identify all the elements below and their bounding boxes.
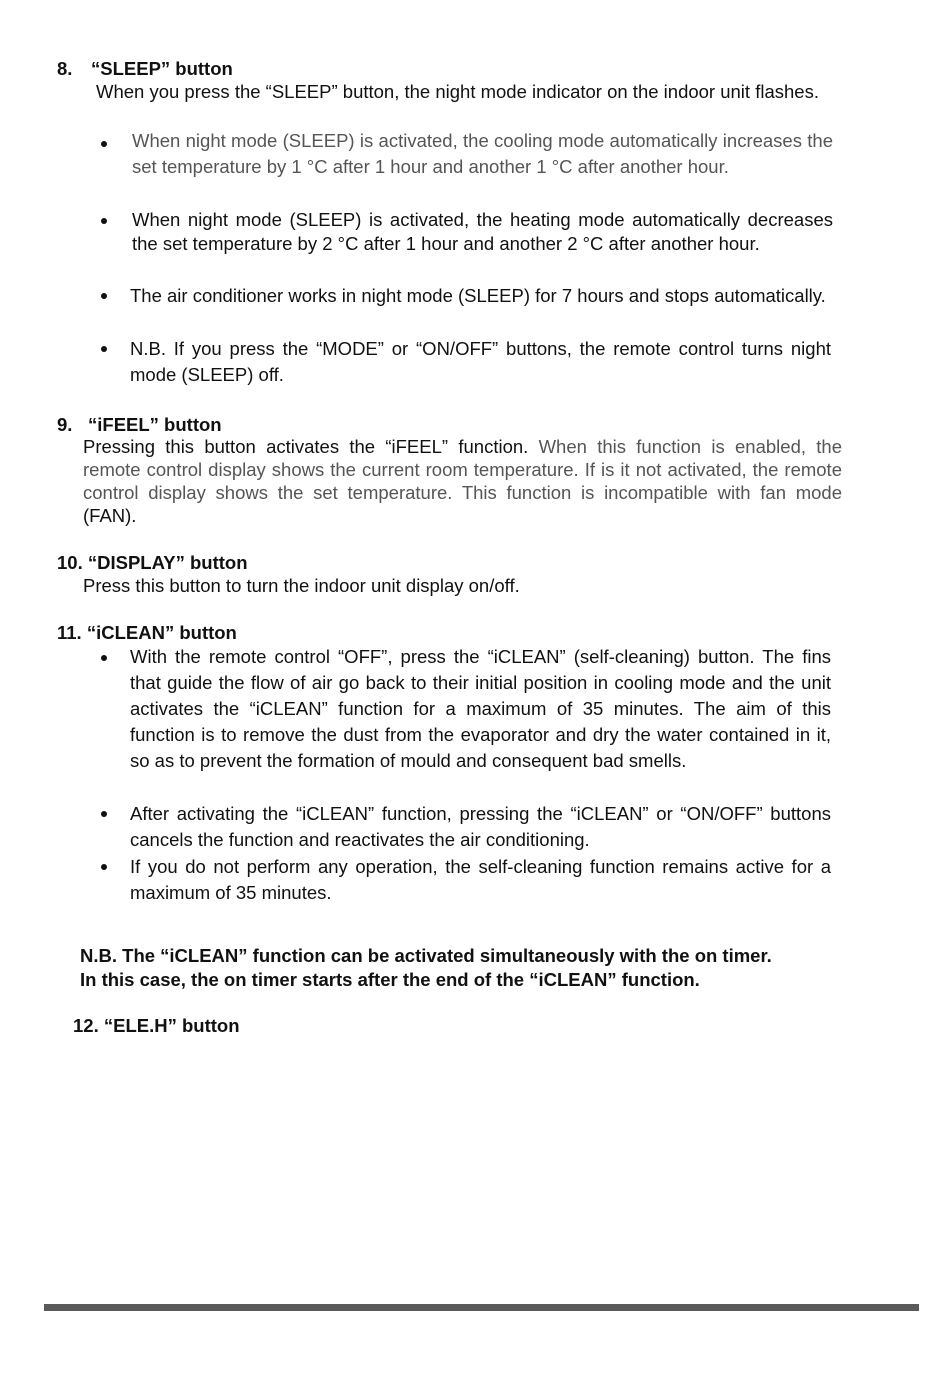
- section-9-text-b: When this function is enabled, the remote control display shows the current room temperature. If is it not activated, the remote control display shows the set temperature. This function is incompatible with fan mode: [83, 436, 842, 503]
- section-8-bullet-3: The air conditioner works in night mode (SLEEP) for 7 hours and stops automatically.: [130, 285, 826, 306]
- bullet-marker: [101, 864, 107, 870]
- section-11-bullet-3: If you do not perform any operation, the self-cleaning function remains active for a maximum of 35 minutes.: [130, 856, 831, 903]
- note-line-1: N.B. The “iCLEAN” function can be activated simultaneously with the on timer.: [80, 945, 772, 966]
- section-9-text: [83, 435, 842, 527]
- section-8-number: 8.: [57, 58, 73, 79]
- section-9-text-a: Pressing this button activates the “iFEEL” function.: [83, 436, 529, 457]
- bullet-marker: [101, 218, 107, 224]
- section-12-heading: 12. “ELE.H” button: [73, 1015, 240, 1036]
- bullet-marker: [101, 293, 107, 299]
- footer-divider: [44, 1304, 919, 1311]
- bullet-marker: [101, 811, 107, 817]
- section-11-bullet-1: With the remote control “OFF”, press the “iCLEAN” (self-cleaning) button. The fins that guide the flow of air go back to their initial position in cooling mode and the unit activates the “iCLEAN” function for a maximum of 35 minutes. The aim of this function is to remove the dust from the evaporator and dry the water contained in it, so as to prevent the formation of mould and consequent bad smells.: [130, 646, 831, 771]
- section-8-title: “SLEEP” button: [91, 58, 233, 79]
- section-9-text-c: (FAN).: [83, 505, 137, 526]
- section-9-number: 9.: [57, 414, 73, 435]
- section-8-bullet-4: N.B. If you press the “MODE” or “ON/OFF” buttons, the remote control turns night mode (SLEEP) off.: [130, 338, 831, 385]
- section-8-bullet-2: When night mode (SLEEP) is activated, the heating mode automatically decreases the set temperature by 2 °C after 1 hour and another 2 °C after another hour.: [132, 209, 833, 254]
- section-10-heading: 10. “DISPLAY” button: [57, 552, 248, 573]
- section-11-bullet-2: After activating the “iCLEAN” function, pressing the “iCLEAN” or “ON/OFF” buttons cancels the function and reactivates the air conditioning.: [130, 803, 831, 850]
- section-11-heading: 11. “iCLEAN” button: [57, 622, 237, 643]
- section-8-bullet-1: When night mode (SLEEP) is activated, the cooling mode automatically increases the set temperature by 1 °C after 1 hour and another 1 °C after another hour.: [132, 130, 833, 177]
- bullet-marker: [101, 346, 107, 352]
- section-8-intro: When you press the “SLEEP” button, the night mode indicator on the indoor unit flashes.: [96, 81, 819, 102]
- bullet-marker: [101, 141, 107, 147]
- section-10-text: Press this button to turn the indoor unit display on/off.: [83, 575, 520, 596]
- note-line-2: In this case, the on timer starts after the end of the “iCLEAN” function.: [80, 969, 700, 990]
- bullet-marker: [101, 655, 107, 661]
- section-9-title: “iFEEL” button: [88, 414, 222, 435]
